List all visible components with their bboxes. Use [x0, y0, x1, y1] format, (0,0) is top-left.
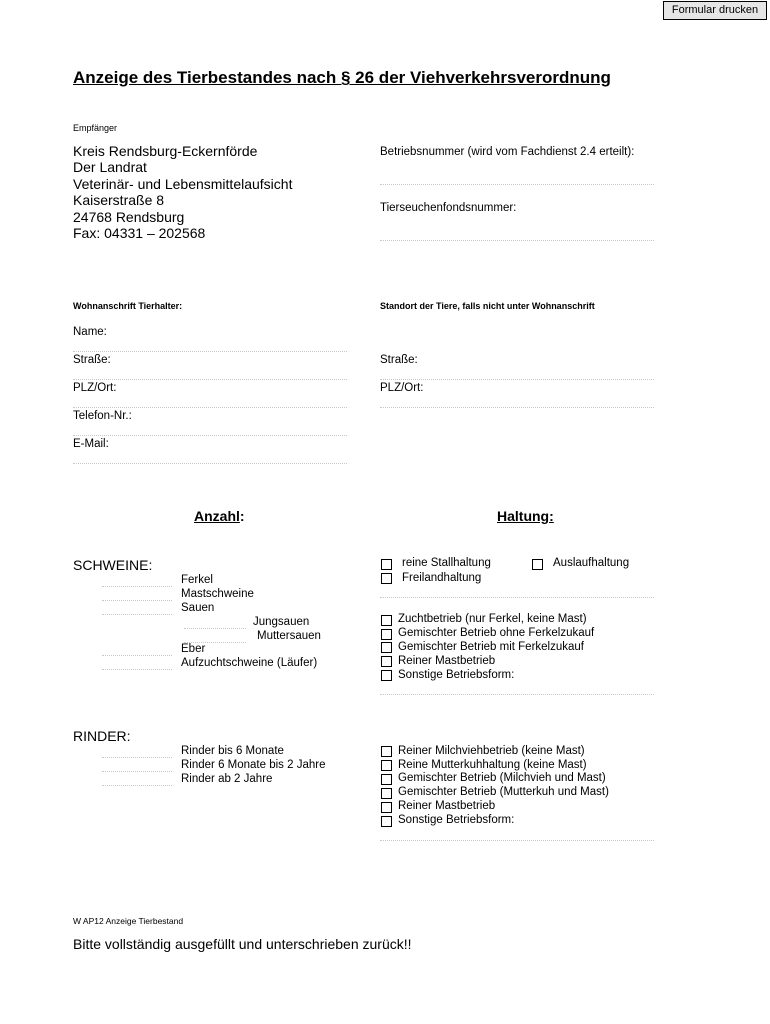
betriebsnummer-field[interactable]	[380, 184, 654, 185]
schweine-betrieb-label-2: Gemischter Betrieb ohne Ferkelzukauf	[398, 627, 595, 639]
sauen-label: Sauen	[181, 602, 215, 614]
owner-email-field[interactable]	[73, 463, 347, 464]
schweine-betrieb-checkbox-1[interactable]	[381, 615, 392, 626]
location-street-field[interactable]	[380, 379, 654, 380]
owner-street-field[interactable]	[73, 379, 347, 380]
rinder-betrieb-label-6: Sonstige Betriebsform:	[398, 814, 515, 826]
eber-label: Eber	[181, 643, 206, 655]
rinder-6m-2j-label: Rinder 6 Monate bis 2 Jahre	[181, 759, 326, 771]
rinder-betrieb-checkbox-3[interactable]	[381, 774, 392, 785]
jungsauen-count-field[interactable]	[184, 628, 246, 629]
auslaufhaltung-checkbox[interactable]	[532, 559, 543, 570]
aufzucht-count-field[interactable]	[102, 669, 172, 670]
rinder-2j-label: Rinder ab 2 Jahre	[181, 773, 273, 785]
schweine-betrieb-label-3: Gemischter Betrieb mit Ferkelzukauf	[398, 641, 584, 653]
owner-name-field[interactable]	[73, 351, 347, 352]
schweine-sonstige-field[interactable]	[380, 694, 654, 695]
mastschweine-count-field[interactable]	[102, 600, 172, 601]
jungsauen-label: Jungsauen	[253, 616, 310, 628]
form-title: Anzeige des Tierbestandes nach § 26 der Viehverkehrsverordnung	[73, 68, 611, 87]
stallhaltung-checkbox[interactable]	[381, 559, 392, 570]
schweine-betrieb-checkbox-5[interactable]	[381, 670, 392, 681]
rinder-heading: RINDER:	[73, 728, 131, 744]
freilandhaltung-label: Freilandhaltung	[402, 572, 482, 584]
haltung-divider	[380, 597, 654, 598]
schweine-betrieb-label-4: Reiner Mastbetrieb	[398, 655, 496, 667]
owner-phone-field[interactable]	[73, 435, 347, 436]
sauen-count-field[interactable]	[102, 614, 172, 615]
aufzucht-label: Aufzuchtschweine (Läufer)	[181, 657, 318, 669]
owner-plz-field[interactable]	[73, 407, 347, 408]
owner-heading: Wohnanschrift Tierhalter:	[73, 301, 183, 311]
tierseuchenfonds-field[interactable]	[380, 240, 654, 241]
haltung-header: Haltung:	[497, 508, 554, 524]
form-id: W AP12 Anzeige Tierbestand	[73, 916, 184, 926]
rinder-sonstige-field[interactable]	[380, 840, 654, 841]
rinder-2j-count-field[interactable]	[102, 785, 172, 786]
rinder-betrieb-label-1: Reiner Milchviehbetrieb (keine Mast)	[398, 745, 585, 757]
rinder-betrieb-checkbox-4[interactable]	[381, 788, 392, 799]
anzahl-header-text: Anzahl	[194, 508, 240, 524]
rinder-betrieb-checkbox-5[interactable]	[381, 802, 392, 813]
auslaufhaltung-label: Auslaufhaltung	[553, 557, 630, 569]
rinder-6m-2j-count-field[interactable]	[102, 771, 172, 772]
recipient-address: Kreis Rendsburg-Eckernförde Der Landrat Veterinär- und Lebensmittelaufsicht Kaiserstraße 8 24768 Rendsburg Fax: 04331 – 202568	[73, 143, 293, 242]
ferkel-label: Ferkel	[181, 574, 213, 586]
schweine-betrieb-checkbox-2[interactable]	[381, 629, 392, 640]
rinder-6m-count-field[interactable]	[102, 757, 172, 758]
rinder-betrieb-label-4: Gemischter Betrieb (Mutterkuh und Mast)	[398, 786, 609, 798]
stallhaltung-label: reine Stallhaltung	[402, 557, 491, 569]
schweine-betrieb-checkbox-4[interactable]	[381, 656, 392, 667]
muttersauen-label: Muttersauen	[257, 630, 321, 642]
rinder-betrieb-checkbox-2[interactable]	[381, 760, 392, 771]
owner-name-label: Name:	[73, 326, 107, 338]
rinder-betrieb-checkbox-1[interactable]	[381, 746, 392, 757]
location-heading: Standort der Tiere, falls nicht unter Wohnanschrift	[380, 301, 595, 311]
rinder-6m-label: Rinder bis 6 Monate	[181, 745, 284, 757]
schweine-betrieb-checkbox-3[interactable]	[381, 642, 392, 653]
schweine-betrieb-label-5: Sonstige Betriebsform:	[398, 669, 515, 681]
owner-email-label: E-Mail:	[73, 438, 109, 450]
freilandhaltung-checkbox[interactable]	[381, 573, 392, 584]
print-form-button[interactable]: Formular drucken	[663, 1, 767, 20]
return-note: Bitte vollständig ausgefüllt und unterschrieben zurück!!	[73, 936, 412, 952]
tierseuchenfonds-label: Tierseuchenfondsnummer:	[380, 202, 517, 214]
rinder-betrieb-checkbox-6[interactable]	[381, 816, 392, 827]
mastschweine-label: Mastschweine	[181, 588, 254, 600]
owner-phone-label: Telefon-Nr.:	[73, 410, 132, 422]
location-plz-label: PLZ/Ort:	[380, 382, 424, 394]
recipient-label: Empfänger	[73, 123, 118, 133]
anzahl-header-colon: :	[239, 508, 245, 524]
owner-street-label: Straße:	[73, 354, 111, 366]
betriebsnummer-label: Betriebsnummer (wird vom Fachdienst 2.4 erteilt):	[380, 146, 635, 158]
rinder-betrieb-label-2: Reine Mutterkuhhaltung (keine Mast)	[398, 759, 587, 771]
location-plz-field[interactable]	[380, 407, 654, 408]
schweine-heading: SCHWEINE:	[73, 557, 153, 573]
rinder-betrieb-label-3: Gemischter Betrieb (Milchvieh und Mast)	[398, 772, 606, 784]
ferkel-count-field[interactable]	[102, 586, 172, 587]
location-street-label: Straße:	[380, 354, 418, 366]
anzahl-header	[194, 508, 245, 524]
eber-count-field[interactable]	[102, 655, 172, 656]
schweine-betrieb-label-1: Zuchtbetrieb (nur Ferkel, keine Mast)	[398, 613, 587, 625]
owner-plz-label: PLZ/Ort:	[73, 382, 117, 394]
rinder-betrieb-label-5: Reiner Mastbetrieb	[398, 800, 496, 812]
